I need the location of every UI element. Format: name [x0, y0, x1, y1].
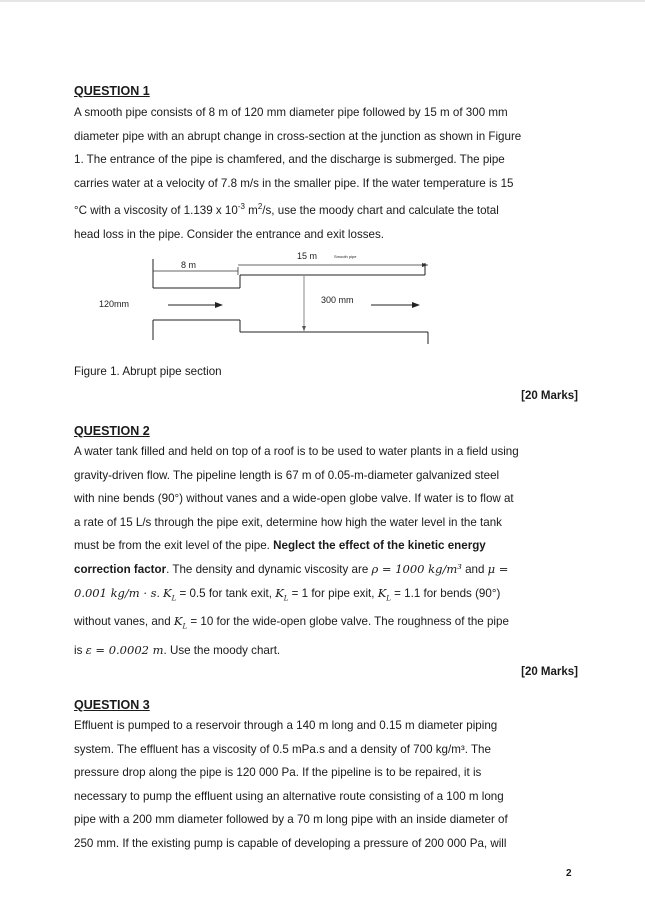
label-300mm: 300 mm — [321, 295, 354, 305]
q2-l6-bold: correction factor — [74, 562, 167, 576]
q2-k3: K — [377, 585, 387, 600]
q2-l6-text: . The density and dynamic viscosity are — [166, 562, 372, 576]
q2-l7c: = 1 for pipe exit, — [288, 586, 378, 600]
q3-line-3: pressure drop along the pipe is 120 000 Pa. If the pipeline is to be repaired, it is — [74, 766, 482, 780]
q2-l8a: without vanes, and — [74, 615, 174, 629]
q2-line-6 — [74, 558, 576, 582]
q2-line-5 — [74, 534, 576, 558]
dim-300mm-arrow — [302, 326, 306, 331]
flow-arrowhead-small — [215, 302, 223, 308]
q2-k2-sub: L — [283, 593, 289, 602]
question-1-text — [74, 101, 576, 246]
question-2-block — [74, 422, 576, 663]
q2-line-4: a rate of 15 L/s through the pipe exit, determine how high the water level in the tank — [74, 515, 502, 529]
top-border — [0, 0, 645, 2]
q2-line-8 — [74, 610, 576, 639]
q2-k1-sub: L — [171, 593, 177, 602]
q3-line-6: 250 mm. If the existing pump is capable of developing a pressure of 200 000 Pa, will — [74, 836, 507, 850]
q2-l7a: . — [156, 586, 164, 600]
q1-exp2: 2 — [257, 202, 263, 212]
label-8m: 8 m — [181, 260, 197, 270]
label-120mm: 120mm — [99, 299, 130, 309]
q2-line-9 — [74, 639, 576, 663]
document-page — [74, 82, 576, 246]
q1-exp: -3 — [237, 202, 245, 212]
q2-l9b: . Use the moody chart. — [163, 644, 281, 658]
page-number: 2 — [566, 868, 572, 879]
q2-k3-sub: L — [386, 593, 391, 602]
q1-line-4: carries water at a velocity of 7.8 m/s in the smaller pipe. If the water temperature is 15 — [74, 176, 514, 190]
q2-k1: K — [163, 585, 172, 600]
question-2-heading: QUESTION 2 — [74, 424, 150, 438]
q2-l7d: = 1.1 for bends (90°) — [390, 586, 501, 600]
q1-line-5b: /s, use the moody chart and calculate the total — [262, 204, 499, 218]
q2-k2: K — [275, 585, 284, 600]
q1-unit: m — [244, 204, 258, 218]
q2-epsilon: ε = 0.0002 m — [85, 643, 164, 658]
q2-k4-sub: L — [182, 622, 188, 631]
q3-line-1: Effluent is pumped to a reservoir through a 140 m long and 0.15 m diameter piping — [74, 719, 498, 732]
q2-l9a: is — [74, 644, 86, 658]
q1-line-3: 1. The entrance of the pipe is chamfered, and the discharge is submerged. The pipe — [74, 153, 505, 167]
q2-l5-text: must be from the exit level of the pipe. — [74, 539, 274, 553]
q2-mu-value: 0.001 kg/m · s — [74, 585, 157, 600]
label-smooth-pipe: Smooth pipe — [334, 254, 357, 259]
q2-rho: ρ = 1000 kg/m³ — [371, 561, 462, 576]
q2-k4: K — [173, 614, 183, 629]
question-2-marks: [20 Marks] — [521, 666, 578, 678]
question-1-marks: [20 Marks] — [521, 390, 578, 402]
q1-line-6: head loss in the pipe. Consider the entrance and exit losses. — [74, 227, 385, 241]
q3-line-4: necessary to pump the effluent using an alternative route consisting of a 100 m long — [74, 789, 504, 803]
question-3-heading: QUESTION 3 — [74, 698, 150, 712]
q1-line-1: A smooth pipe consists of 8 m of 120 mm diameter pipe followed by 15 m of 300 mm — [74, 106, 508, 119]
q2-l5-bold: Neglect the effect of the kinetic energy — [273, 539, 486, 553]
q2-and: and — [461, 562, 488, 576]
q2-l8b: = 10 for the wide-open globe valve. The roughness of the pipe — [187, 615, 509, 629]
q2-line-2: gravity-driven flow. The pipeline length is 67 m of 0.05-m-diameter galvanized steel — [74, 468, 500, 482]
question-3-block — [74, 696, 576, 856]
figure-1-caption: Figure 1. Abrupt pipe section — [74, 365, 222, 378]
q3-line-2: system. The effluent has a viscosity of 0.5 mPa.s and a density of 700 kg/m³. The — [74, 742, 491, 756]
q2-line-7 — [74, 582, 576, 611]
q1-line-2: diameter pipe with an abrupt change in cross-section at the junction as shown in Figure — [74, 129, 522, 143]
q2-mu: μ = — [487, 561, 509, 576]
figure-1-diagram — [95, 245, 440, 355]
label-15m: 15 m — [297, 251, 318, 261]
question-1-heading: QUESTION 1 — [74, 84, 150, 98]
q1-line-5a: °C with a viscosity of 1.139 x 10 — [74, 204, 238, 218]
q2-l7b: = 0.5 for tank exit, — [176, 586, 276, 600]
q2-line-3: with nine bends (90°) without vanes and a wide-open globe valve. If water is to flow at — [74, 492, 514, 506]
q3-line-5: pipe with a 200 mm diameter followed by a 70 m long pipe with an inside diameter of — [74, 813, 508, 827]
q2-line-1: A water tank filled and held on top of a roof is to be used to water plants in a field using — [74, 445, 519, 458]
flow-arrowhead-large — [412, 302, 420, 308]
q1-line-5 — [74, 195, 576, 222]
